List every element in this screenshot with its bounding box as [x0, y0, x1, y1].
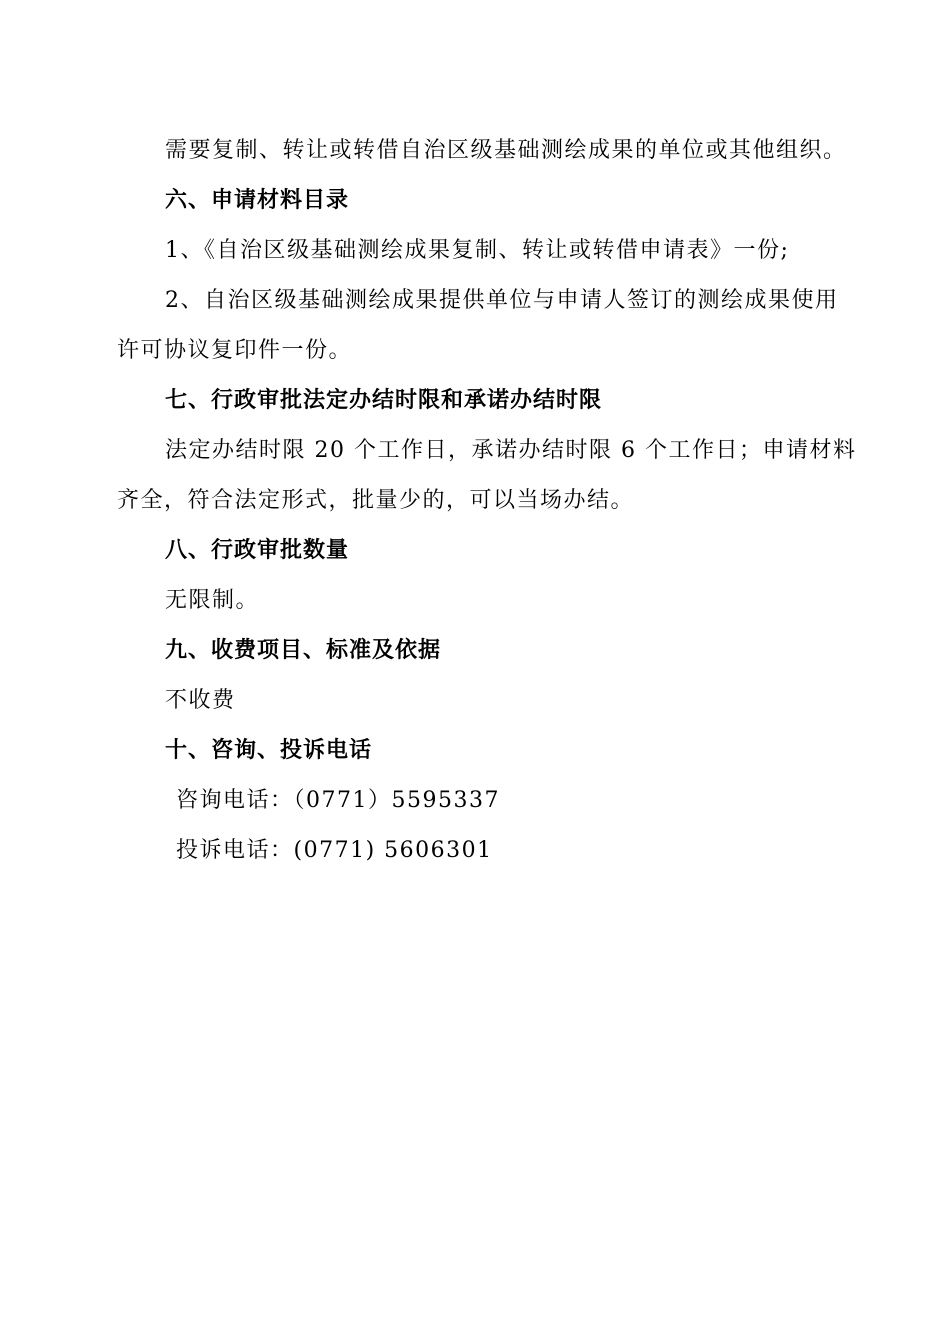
section-9-body: 不收费 — [165, 688, 236, 713]
section-8-body: 无限制。 — [165, 588, 260, 613]
section-6-item-2-line-1: 2、自治区级基础测绘成果提供单位与申请人签订的测绘成果使用 — [165, 288, 839, 313]
complaint-phone: 投诉电话：(0771) 5606301 — [176, 838, 493, 863]
section-6-heading: 六、申请材料目录 — [165, 188, 350, 213]
intro-paragraph: 需要复制、转让或转借自治区级基础测绘成果的单位或其他组织。 — [165, 138, 847, 163]
section-7-heading: 七、行政审批法定办结时限和承诺办结时限 — [165, 388, 603, 413]
section-7-body-line-1: 法定办结时限 20 个工作日，承诺办结时限 6 个工作日；申请材料 — [165, 438, 857, 463]
section-7-body-line-2: 齐全，符合法定形式，批量少的，可以当场办结。 — [117, 488, 635, 513]
section-9-heading: 九、收费项目、标准及依据 — [165, 638, 442, 663]
section-6-item-1: 1、《自治区级基础测绘成果复制、转让或转借申请表》一份; — [165, 238, 790, 263]
section-8-heading: 八、行政审批数量 — [165, 538, 350, 563]
section-10-heading: 十、咨询、投诉电话 — [165, 738, 373, 763]
consult-phone: 咨询电话：（0771）5595337 — [176, 788, 500, 813]
section-6-item-2-line-2: 许可协议复印件一份。 — [117, 338, 353, 363]
